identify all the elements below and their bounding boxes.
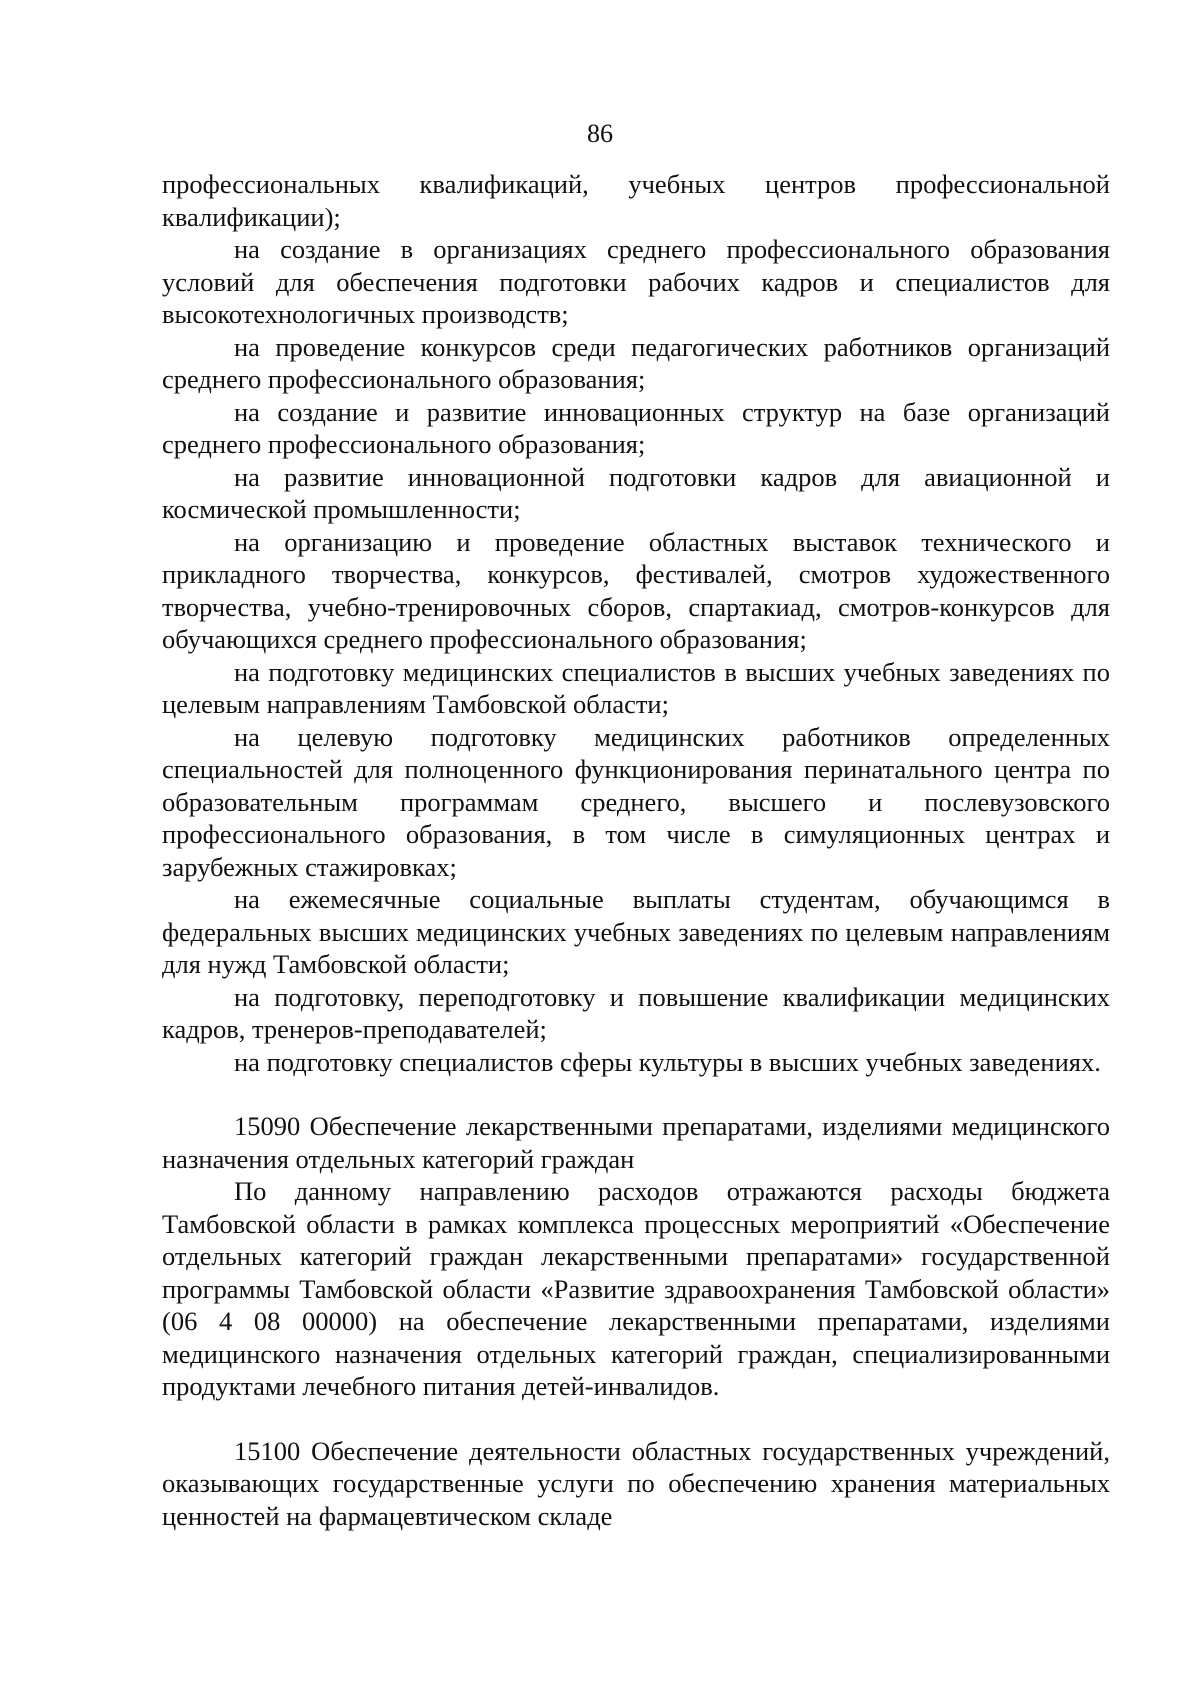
paragraph: профессиональных квалификаций, учебных центров профессиональной квалификации); xyxy=(162,169,1110,232)
page-number: 86 xyxy=(587,119,613,148)
paragraph: на организацию и проведение областных выставок технического и прикладного творчества, конкурсов, фестивалей, смотров художественного творчества, учебно-тренировочных сборов, спартакиад, смотров-конкурсов для обучающихся среднего профессионального образования; xyxy=(162,526,1110,654)
paragraph: на создание в организациях среднего профессионального образования условий для обеспечения подготовки рабочих кадров и специалистов для высокотехнологичных производств; xyxy=(162,234,1110,329)
section-heading-15090: 15090 Обеспечение лекарственными препаратами, изделиями медицинского назначения отдельных категорий граждан xyxy=(162,1111,1110,1174)
paragraph: на подготовку, переподготовку и повышение квалификации медицинских кадров, тренеров-преподавателей; xyxy=(162,981,1110,1044)
paragraph: на целевую подготовку медицинских работников определенных специальностей для полноценного функционирования перинатального центра по образовательным программам среднего, высшего и послевузовского профессионального образования, в том числе в симуляционных центрах и зарубежных стажировках; xyxy=(162,721,1110,882)
paragraph: на ежемесячные социальные выплаты студентам, обучающимся в федеральных высших медицинских учебных заведениях по целевым направлениям для нужд Тамбовской области; xyxy=(162,884,1110,979)
section-heading-15100: 15100 Обеспечение деятельности областных государственных учреждений, оказывающих государственные услуги по обеспечению хранения материальных ценностей на фармацевтическом складе xyxy=(162,1435,1110,1531)
section-body-15090: По данному направлению расходов отражаются расходы бюджета Тамбовской области в рамках комплекса процессных мероприятий «Обеспечение отдельных категорий граждан лекарственными препаратами» государственной программы Тамбовской области «Развитие здравоохранения Тамбовской области» (06 4 08 00000) на обеспечение лекарственными препаратами, изделиями медицинского назначения отдельных категорий граждан, специализированными продуктами лечебного питания детей-инвалидов. xyxy=(162,1176,1110,1401)
paragraph: на подготовку медицинских специалистов в высших учебных заведениях по целевым направлениям Тамбовской области; xyxy=(162,656,1110,719)
paragraph: на проведение конкурсов среди педагогических работников организаций среднего профессионального образования; xyxy=(162,331,1110,394)
paragraph: на создание и развитие инновационных структур на базе организаций среднего профессионального образования; xyxy=(162,396,1110,459)
paragraph: на подготовку специалистов сферы культуры в высших учебных заведениях. xyxy=(234,1046,1101,1077)
paragraph: на развитие инновационной подготовки кадров для авиационной и космической промышленности; xyxy=(162,461,1110,524)
document-body xyxy=(162,168,1110,1532)
